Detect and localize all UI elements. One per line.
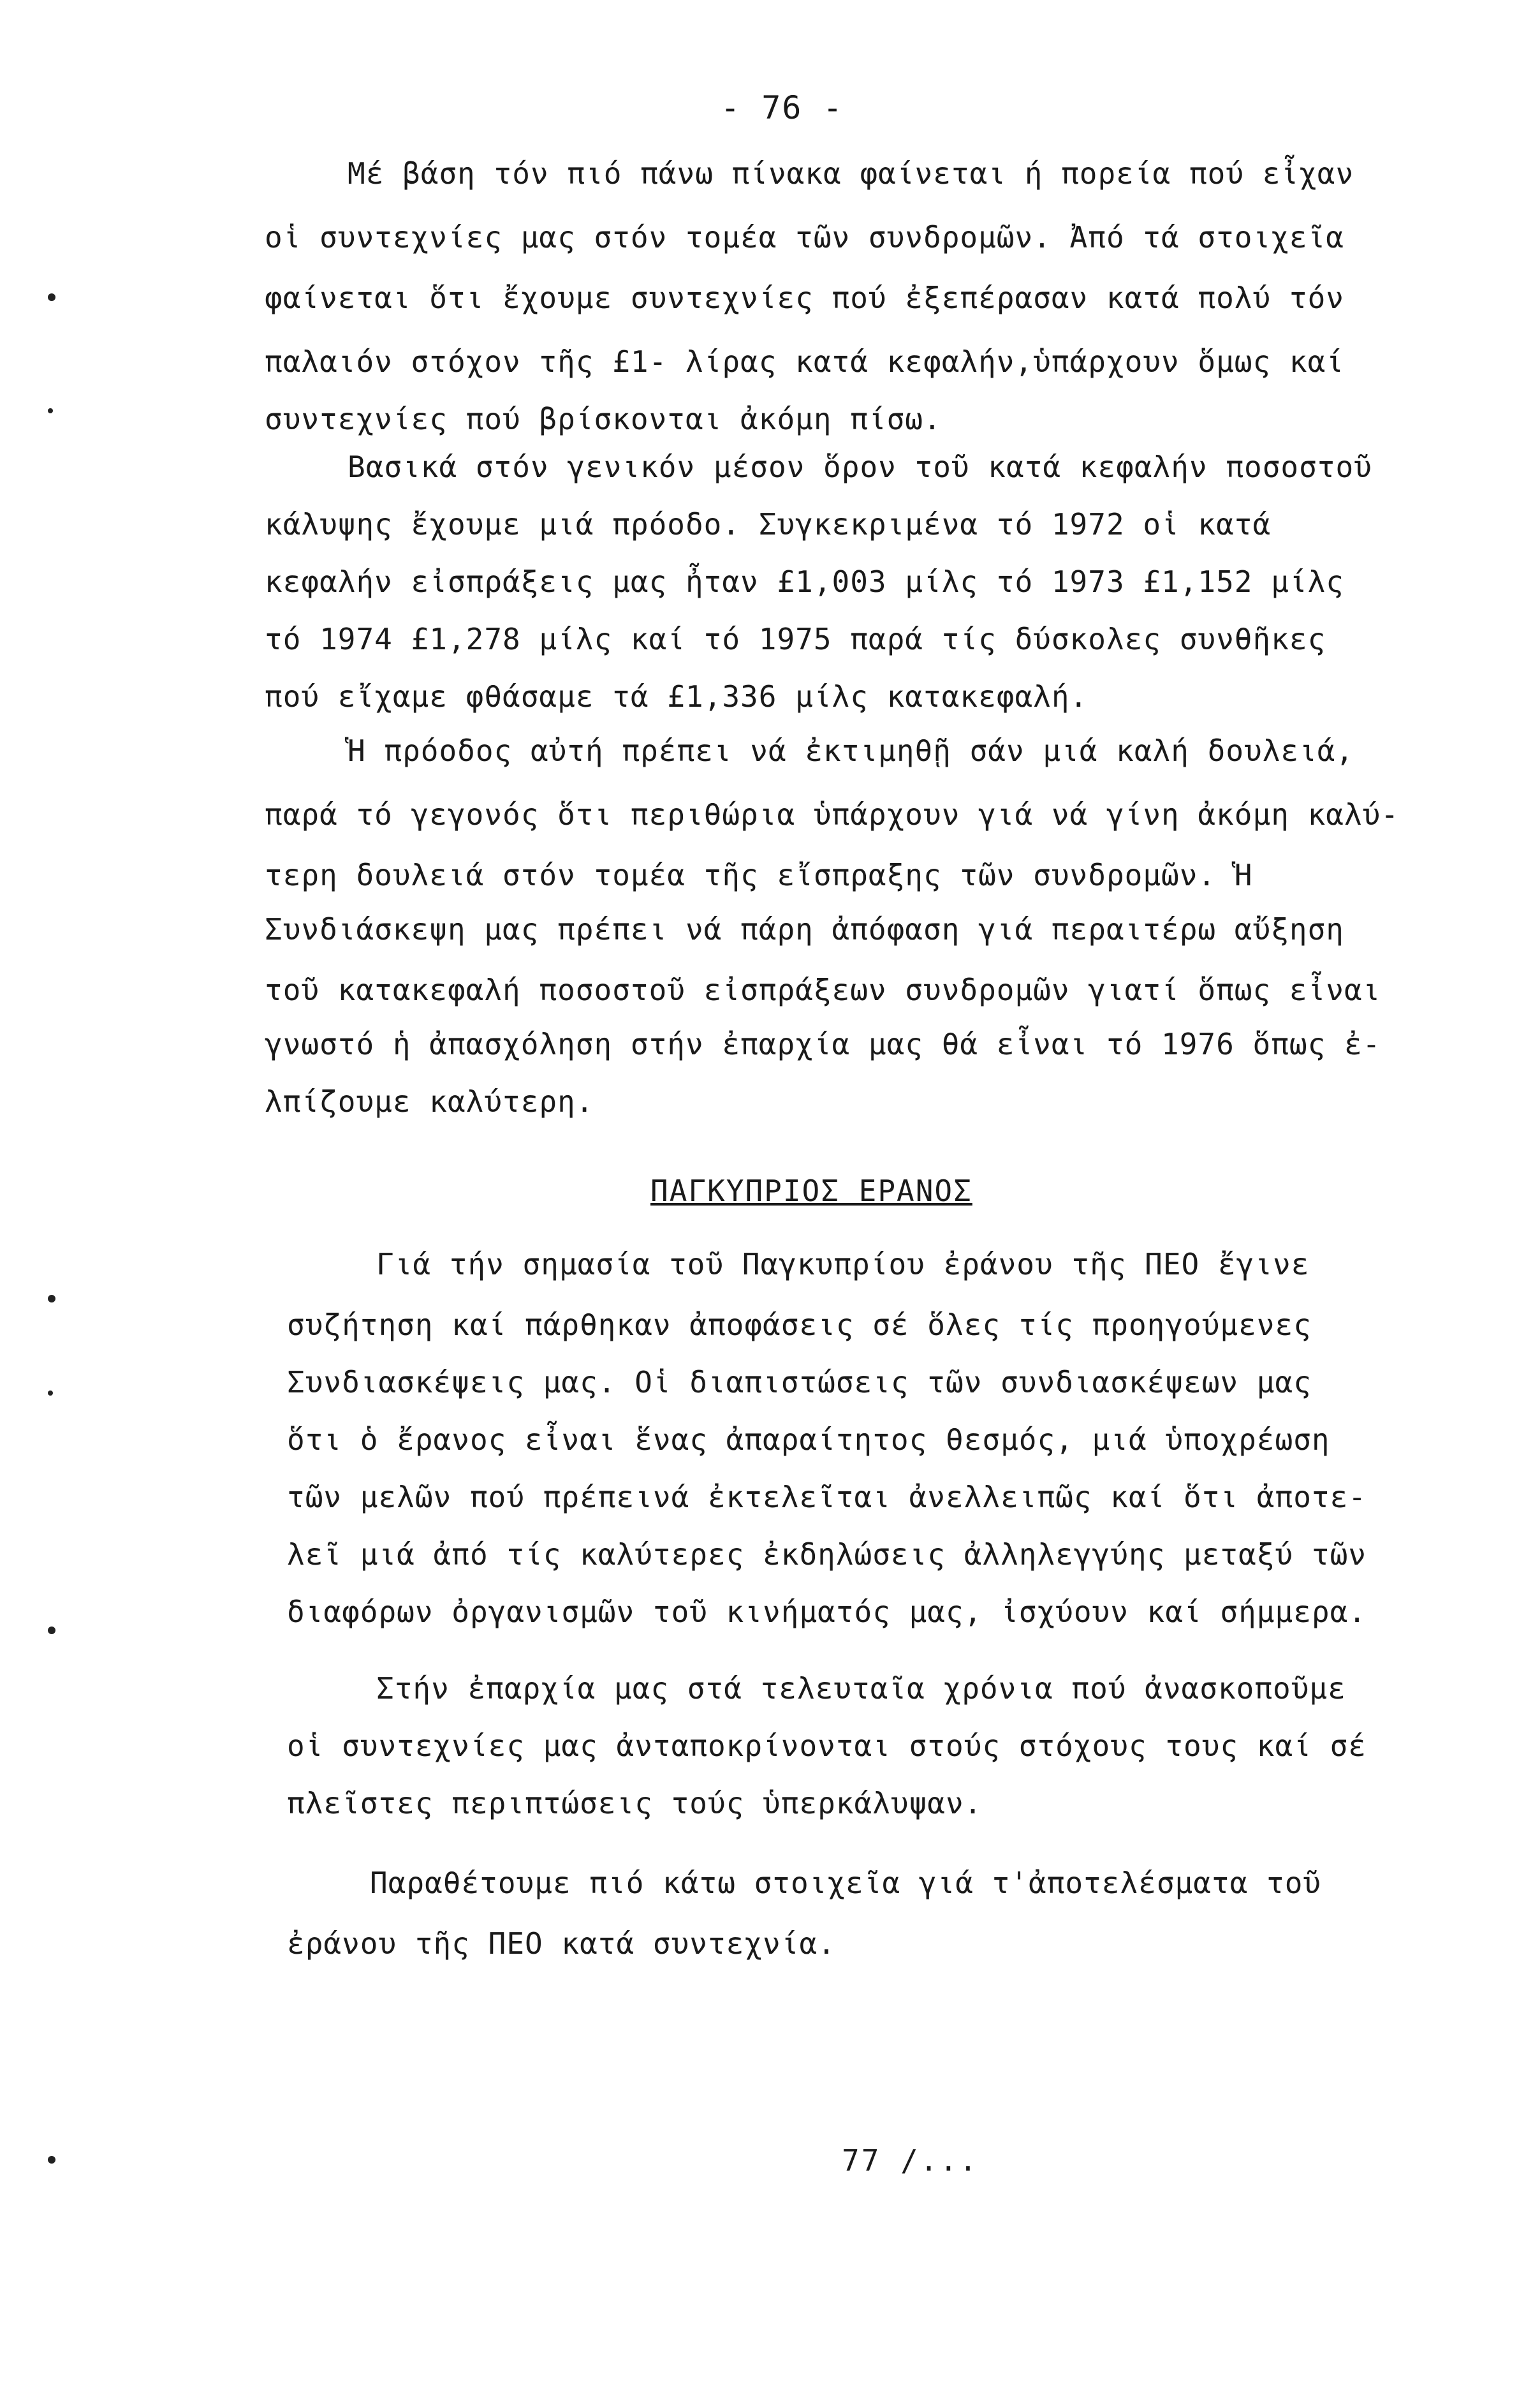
margin-mark — [48, 1627, 55, 1634]
paragraph-2-line-3: κεφαλήν εἰσπράξεις μας ἦταν £1,003 μίλς τό 1973 £1,152 μίλς — [265, 564, 1344, 599]
paragraph-4-line-1: Γιά τήν σημασία τοῦ Παγκυπρίου ἐράνου τῆς ΠΕΟ ἔγινε — [376, 1247, 1310, 1281]
paragraph-5-line-1: Στήν ἐπαρχία μας στά τελευταῖα χρόνια πού ἀνασκοποῦμε — [376, 1671, 1346, 1706]
paragraph-3-line-2: παρά τό γεγονός ὅτι περιθώρια ὑπάρχουν γιά νά γίνη ἀκόμη καλύ- — [265, 797, 1400, 832]
paragraph-1-line-4: παλαιόν στόχον τῆς £1- λίρας κατά κεφαλήν,ὑπάρχουν ὅμως καί — [265, 344, 1344, 379]
margin-mark — [48, 2156, 55, 2164]
paragraph-2-line-2: κάλυψης ἔχουμε μιά πρόοδο. Συγκεκριμένα τό 1972 οἱ κατά — [265, 507, 1272, 542]
paragraph-1-line-3: φαίνεται ὅτι ἔχουμε συντεχνίες πού ἐξεπέρασαν κατά πολύ τόν — [265, 281, 1344, 315]
margin-mark — [48, 293, 55, 301]
paragraph-3-line-1: Ἡ πρόοδος αὐτή πρέπει νά ἐκτιμηθῇ σάν μιά καλή δουλειά, — [348, 734, 1354, 768]
paragraph-4-line-3: Συνδιασκέψεις μας. Οἱ διαπιστώσεις τῶν συνδιασκέψεων μας — [287, 1365, 1312, 1399]
paragraph-1-line-1: Μέ βάση τόν πιό πάνω πίνακα φαίνεται ή πορεία πού εἶχαν — [348, 156, 1354, 191]
page-number: - 76 - — [721, 89, 844, 126]
paragraph-1-line-5: συντεχνίες πού βρίσκονται ἀκόμη πίσω. — [265, 402, 942, 436]
margin-mark — [48, 1295, 55, 1302]
paragraph-3-line-7: λπίζουμε καλύτερη. — [265, 1084, 594, 1119]
paragraph-4-line-2: συζήτηση καί πάρθηκαν ἀποφάσεις σέ ὅλες τίς προηγούμενες — [287, 1308, 1312, 1342]
margin-mark — [48, 1391, 53, 1396]
paragraph-5-line-2: οἱ συντεχνίες μας ἀνταποκρίνονται στούς στόχους τους καί σέ — [287, 1729, 1367, 1763]
paragraph-2-line-4: τό 1974 £1,278 μίλς καί τό 1975 παρά τίς δύσκολες συνθῆκες — [265, 622, 1326, 656]
paragraph-3-line-6: γνωστό ἡ ἀπασχόληση στήν ἐπαρχία μας θά εἶναι τό 1976 ὅπως ἐ- — [265, 1027, 1381, 1061]
section-heading: ΠΑΓΚΥΠΡΙΟΣ ΕΡΑΝΟΣ — [650, 1174, 972, 1208]
paragraph-4-line-4: ὅτι ὁ ἔρανος εἶναι ἕνας ἀπαραίτητος θεσμός, μιά ὑποχρέωση — [287, 1422, 1330, 1457]
paragraph-4-line-5: τῶν μελῶν πού πρέπεινά ἐκτελεῖται ἀνελλειπῶς καί ὅτι ἀποτε- — [287, 1480, 1367, 1514]
paragraph-3-line-4: Συνδιάσκεψη μας πρέπει νά πάρη ἀπόφαση γιά περαιτέρω αὔξηση — [265, 912, 1344, 947]
paragraph-1-line-2: οἱ συντεχνίες μας στόν τομέα τῶν συνδρομῶν. Ἀπό τά στοιχεῖα — [265, 220, 1344, 255]
paragraph-3-line-5: τοῦ κατακεφαλή ποσοστοῦ εἰσπράξεων συνδρομῶν γιατί ὅπως εἶναι — [265, 973, 1381, 1007]
paragraph-2-line-5: πού εἴχαμε φθάσαμε τά £1,336 μίλς κατακεφαλή. — [265, 679, 1089, 714]
paragraph-2-line-1: Βασικά στόν γενικόν μέσον ὅρον τοῦ κατά κεφαλήν ποσοστοῦ — [348, 450, 1372, 484]
paragraph-4-line-7: διαφόρων ὀργανισμῶν τοῦ κινήματός μας, ἰσχύουν καί σήμμερα. — [287, 1595, 1367, 1629]
continuation-marker: 77 /... — [842, 2143, 979, 2178]
margin-mark — [48, 408, 53, 413]
paragraph-5-line-3: πλεῖστες περιπτώσεις τούς ὑπερκάλυψαν. — [287, 1786, 983, 1820]
paragraph-6-line-1: Παραθέτουμε πιό κάτω στοιχεῖα γιά τ'ἀποτελέσματα τοῦ — [370, 1866, 1322, 1900]
paragraph-4-line-6: λεῖ μιά ἀπό τίς καλύτερες ἐκδηλώσεις ἀλληλεγγύης μεταξύ τῶν — [287, 1537, 1367, 1572]
paragraph-3-line-3: τερη δουλειά στόν τομέα τῆς εἴσπραξης τῶν συνδρομῶν. Ἡ — [265, 858, 1253, 892]
paragraph-6-line-2: ἐράνου τῆς ΠΕΟ κατά συντεχνία. — [287, 1926, 836, 1961]
